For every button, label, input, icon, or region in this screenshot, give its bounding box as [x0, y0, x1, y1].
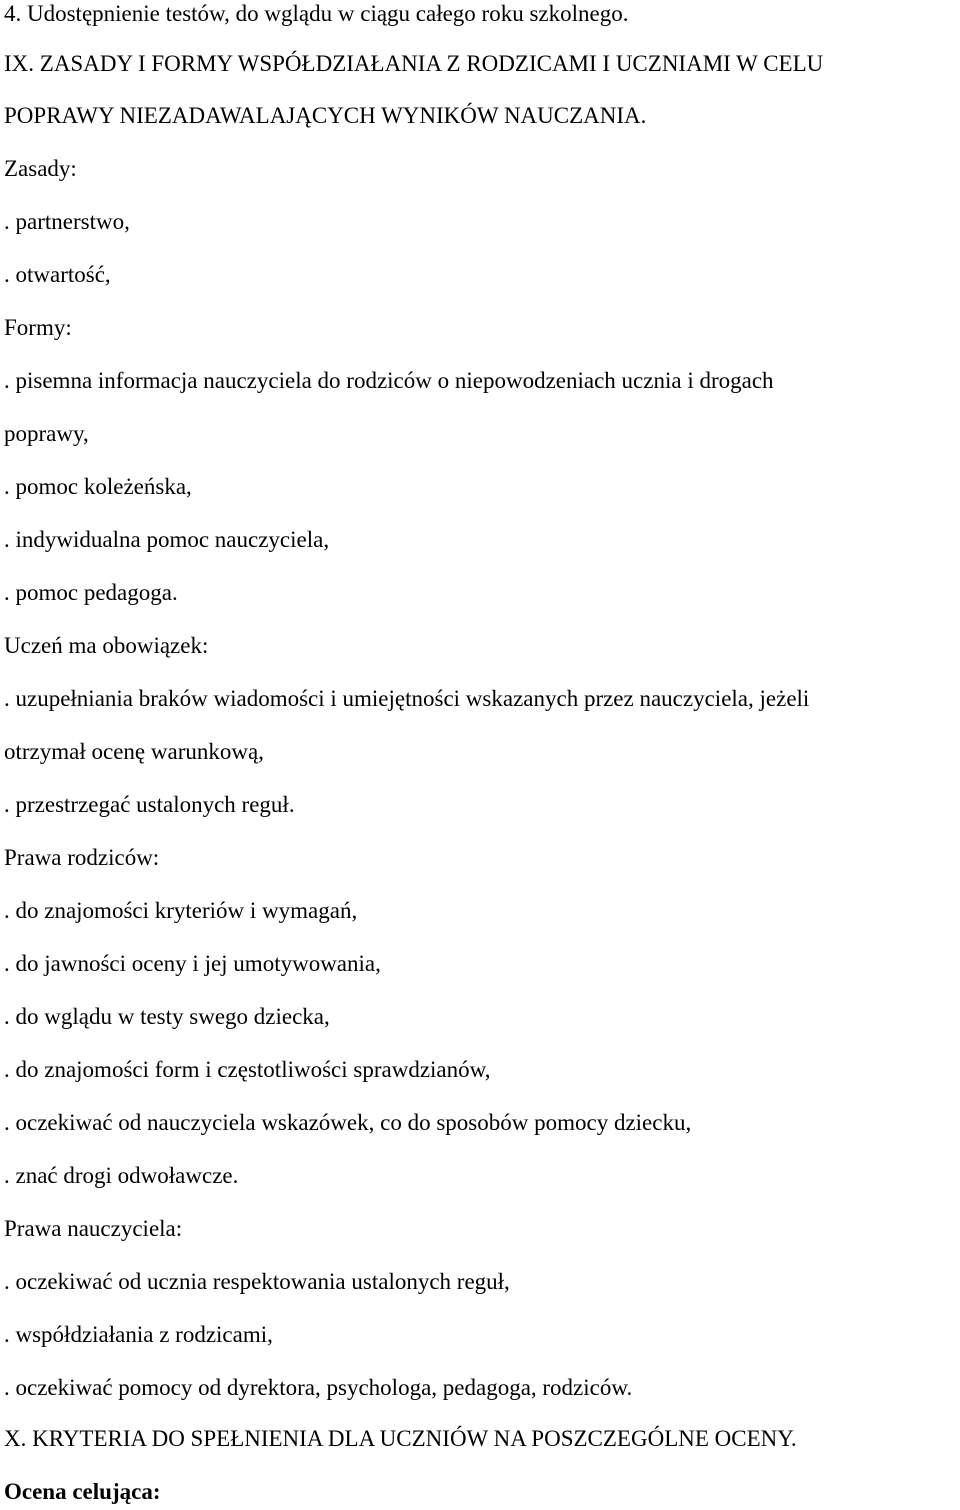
- text-line-udostepnienie: 4. Udostępnienie testów, do wglądu w ciągu całego roku szkolnego.: [4, 1, 629, 26]
- subheading-ocena-celujaca: Ocena celująca:: [4, 1479, 161, 1504]
- list-item-oczekiwac-wskazowek: . oczekiwać od nauczyciela wskazówek, co do sposobów pomocy dziecku,: [4, 1110, 692, 1135]
- list-item-indywidualna-pomoc: . indywidualna pomoc nauczyciela,: [4, 527, 330, 552]
- subheading-prawa-nauczyciela: Prawa nauczyciela:: [4, 1216, 183, 1241]
- subheading-formy: Formy:: [4, 315, 72, 340]
- section-heading-x: X. KRYTERIA DO SPEŁNIENIA DLA UCZNIÓW NA POSZCZEGÓLNE OCENY.: [4, 1426, 797, 1451]
- section-heading-ix-line-2: POPRAWY NIEZADAWALAJĄCYCH WYNIKÓW NAUCZANIA.: [4, 103, 647, 128]
- list-item-oczekiwac-pomocy: . oczekiwać pomocy od dyrektora, psychologa, pedagoga, rodziców.: [4, 1375, 633, 1400]
- section-heading-ix-line-1: IX. ZASADY I FORMY WSPÓŁDZIAŁANIA Z RODZICAMI I UCZNIAMI W CELU: [4, 51, 824, 76]
- list-item-pomoc-pedagoga: . pomoc pedagoga.: [4, 580, 178, 605]
- list-item-jawnosci-oceny: . do jawności oceny i jej umotywowania,: [4, 951, 381, 976]
- list-item-znajomosci-form: . do znajomości form i częstotliwości sprawdzianów,: [4, 1057, 491, 1082]
- subheading-prawa-rodzicow: Prawa rodziców:: [4, 845, 160, 870]
- list-item-respektowania-regul: . oczekiwać od ucznia respektowania ustalonych reguł,: [4, 1269, 510, 1294]
- list-item-wspoldzialania: . współdziałania z rodzicami,: [4, 1322, 273, 1347]
- list-item-pisemna-informacja: . pisemna informacja nauczyciela do rodziców o niepowodzeniach ucznia i drogach: [4, 368, 774, 393]
- list-item-wgladu-w-testy: . do wglądu w testy swego dziecka,: [4, 1004, 330, 1029]
- subheading-uczen-obowiazek: Uczeń ma obowiązek:: [4, 633, 209, 658]
- list-item-drogi-odwolawcze: . znać drogi odwoławcze.: [4, 1163, 239, 1188]
- list-item-znajomosci-kryteriow: . do znajomości kryteriów i wymagań,: [4, 898, 358, 923]
- list-item-otwartosc: . otwartość,: [4, 262, 111, 287]
- list-item-partnerstwo: . partnerstwo,: [4, 209, 130, 234]
- list-item-pomoc-kolezenska: . pomoc koleżeńska,: [4, 474, 192, 499]
- list-item-uzupelniania-cont: otrzymał ocenę warunkową,: [4, 739, 264, 764]
- subheading-zasady: Zasady:: [4, 156, 77, 181]
- list-item-pisemna-informacja-cont: poprawy,: [4, 421, 89, 446]
- list-item-przestrzegac: . przestrzegać ustalonych reguł.: [4, 792, 295, 817]
- list-item-uzupelniania: . uzupełniania braków wiadomości i umiejętności wskazanych przez nauczyciela, jeżeli: [4, 686, 810, 711]
